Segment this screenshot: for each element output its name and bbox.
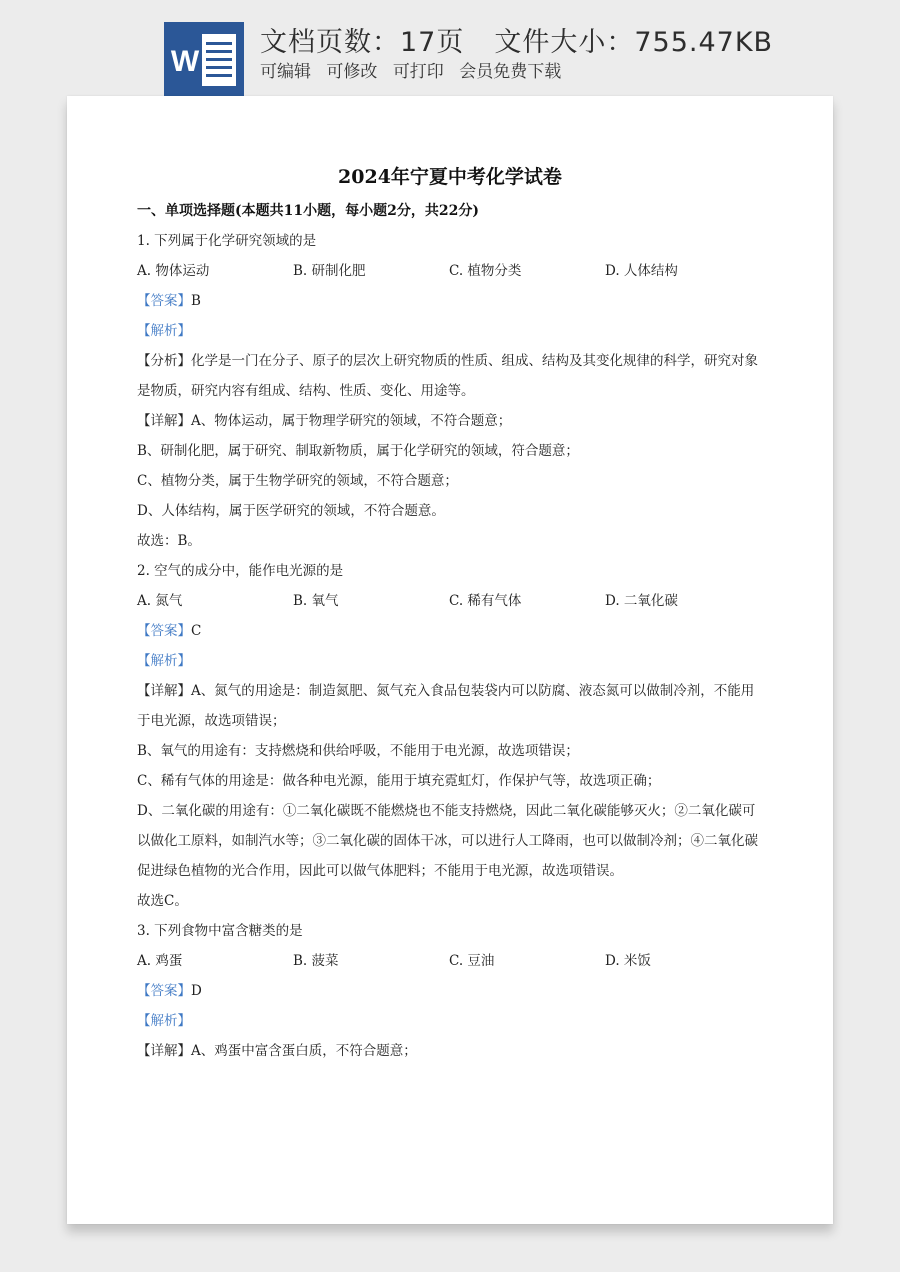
feature-member-download: 会员免费下载	[459, 62, 562, 82]
answer-tag: 【答案】	[137, 983, 191, 999]
analysis-tag: 【解析】	[137, 1013, 191, 1029]
word-icon-letter: W	[170, 45, 200, 78]
detail-line	[137, 1042, 763, 1072]
detail-line: D、二氧化碳的用途有：①二氧化碳既不能燃烧也不能支持燃烧，因此二氧化碳能够灭火；②二氧化碳可	[137, 803, 756, 819]
detail-tag: 【详解】	[137, 413, 191, 429]
option-c: C. 稀有气体	[449, 593, 522, 609]
answer-value: B	[191, 293, 201, 309]
analysis-line	[137, 322, 763, 352]
option-c: C. 豆油	[449, 953, 495, 969]
answer-tag: 【答案】	[137, 293, 191, 309]
detail-line: B、研制化肥，属于研究、制取新物质，属于化学研究的领域，符合题意；	[137, 443, 579, 459]
question-stem: 3. 下列食物中富含糖类的是	[137, 923, 303, 939]
detail-text: A、物体运动，属于物理学研究的领域，不符合题意；	[191, 413, 512, 429]
conclusion-line: 故选：B。	[137, 533, 201, 549]
detail-line: C、植物分类，属于生物学研究的领域，不符合题意；	[137, 473, 458, 489]
fenxi-line	[137, 352, 763, 382]
detail-tag: 【详解】	[137, 1043, 191, 1059]
question-stem: 1. 下列属于化学研究领域的是	[137, 233, 317, 249]
analysis-tag: 【解析】	[137, 653, 191, 669]
detail-line: C、稀有气体的用途是：做各种电光源，能用于填充霓虹灯，作保护气等，故选项正确；	[137, 773, 661, 789]
answer-line	[137, 982, 763, 1012]
answer-line	[137, 292, 763, 322]
question-options	[137, 592, 763, 622]
section-heading: 一、单项选择题(本题共11小题，每小题2分，共22分)	[137, 203, 479, 219]
feature-list	[260, 57, 571, 82]
option-a: A. 物体运动	[137, 263, 210, 279]
document-title: 2024年宁夏中考化学试卷	[338, 166, 562, 188]
detail-line: D、人体结构，属于医学研究的领域，不符合题意。	[137, 503, 445, 519]
detail-line: B、氧气的用途有：支持燃烧和供给呼吸，不能用于电光源，故选项错误；	[137, 743, 579, 759]
analysis-line	[137, 1012, 763, 1042]
detail-line: 促进绿色植物的光合作用，因此可以做气体肥料；不能用于电光源，故选项错误。	[137, 863, 623, 879]
question-stem: 2. 空气的成分中，能作电光源的是	[137, 563, 344, 579]
detail-text: A、鸡蛋中富含蛋白质，不符合题意；	[191, 1043, 417, 1059]
feature-modifiable: 可修改	[326, 62, 378, 82]
feature-printable: 可打印	[392, 62, 444, 82]
answer-line	[137, 622, 763, 652]
analysis-line	[137, 652, 763, 682]
detail-tag: 【详解】	[137, 683, 191, 699]
option-a: A. 鸡蛋	[137, 953, 183, 969]
question-options	[137, 262, 763, 292]
file-info	[260, 20, 773, 59]
detail-line	[137, 412, 763, 442]
word-document-icon	[164, 22, 244, 96]
option-b: B. 菠菜	[293, 953, 339, 969]
detail-line: 以做化工原料，如制汽水等；③二氧化碳的固体干冰，可以进行人工降雨，也可以做制冷剂；④二氧化碳	[137, 833, 758, 849]
fenxi-text: 化学是一门在分子、原子的层次上研究物质的性质、组成、结构及其变化规律的科学，研究对象	[191, 353, 758, 369]
analysis-tag: 【解析】	[137, 323, 191, 339]
page-count: 文档页数：17页	[260, 27, 465, 58]
file-size: 文件大小：755.47KB	[494, 27, 774, 58]
detail-line: 于电光源，故选项错误；	[137, 713, 286, 729]
option-a: A. 氮气	[137, 593, 183, 609]
fenxi-tag: 【分析】	[137, 353, 191, 369]
feature-editable: 可编辑	[260, 62, 311, 82]
download-banner	[0, 0, 900, 100]
answer-value: C	[191, 623, 202, 639]
detail-line	[137, 682, 763, 712]
fenxi-line-cont: 是物质，研究内容有组成、结构、性质、变化、用途等。	[137, 383, 475, 399]
question-options	[137, 952, 763, 982]
detail-text: A、氮气的用途是：制造氮肥、氮气充入食品包装袋内可以防腐、液态氮可以做制冷剂，不能用	[191, 683, 755, 699]
option-d: D. 米饭	[605, 953, 651, 969]
option-b: B. 氧气	[293, 593, 339, 609]
option-d: D. 二氧化碳	[605, 593, 678, 609]
answer-tag: 【答案】	[137, 623, 191, 639]
document-page	[67, 96, 833, 1224]
document-body	[137, 202, 763, 1072]
answer-value: D	[191, 983, 202, 999]
option-b: B. 研制化肥	[293, 263, 366, 279]
option-d: D. 人体结构	[605, 263, 678, 279]
option-c: C. 植物分类	[449, 263, 522, 279]
conclusion-line: 故选C。	[137, 893, 188, 909]
